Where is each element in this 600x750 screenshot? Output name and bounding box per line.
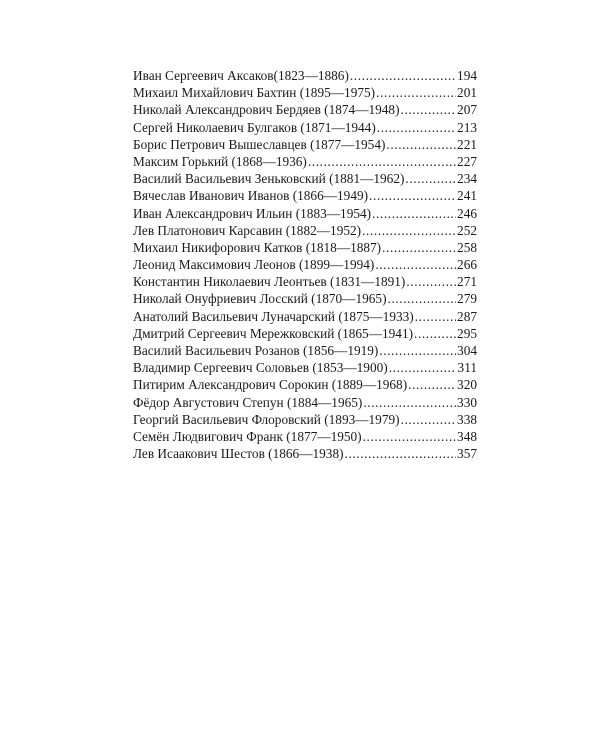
- dot-leader: [350, 67, 456, 84]
- toc-page-number: 258: [457, 239, 477, 255]
- toc-entry-title: Николай Онуфриевич Лосский (1870—1965): [133, 291, 387, 307]
- dot-leader: [376, 84, 456, 101]
- toc-entry-title: Василий Васильевич Зеньковский (1881—1962): [133, 171, 405, 187]
- toc-entry-title: Иван Александрович Ильин (1883—1954): [133, 205, 372, 221]
- dot-leader: [372, 205, 456, 222]
- toc-page-number: 234: [457, 171, 477, 187]
- toc-entry: [133, 308, 477, 325]
- toc-entry: [133, 359, 477, 376]
- toc-entry: [133, 222, 477, 239]
- toc-entry: [133, 342, 477, 359]
- toc-entry: [133, 394, 477, 411]
- toc-entry-title: Борис Петрович Вышеславцев (1877—1954): [133, 136, 386, 152]
- toc-entry-title: Семён Людвигович Франк (1877—1950): [133, 428, 362, 444]
- toc-page-number: 246: [457, 205, 477, 221]
- dot-leader: [401, 411, 456, 428]
- toc-entry-title: Сергей Николаевич Булгаков (1871—1944): [133, 119, 376, 135]
- toc-entry-title: Георгий Васильевич Флоровский (1893—1979): [133, 411, 400, 427]
- toc-page-number: 330: [457, 394, 477, 410]
- dot-leader: [382, 239, 456, 256]
- toc-entry: [133, 153, 477, 170]
- toc-entry-title: Василий Васильевич Розанов (1856—1919): [133, 343, 379, 358]
- toc-entry: [133, 256, 477, 273]
- toc-entry: [133, 325, 477, 342]
- toc-page-number: 279: [457, 291, 477, 307]
- toc-page-number: 213: [457, 119, 477, 135]
- toc-entry-title: Вячеслав Иванович Иванов (1866—1949): [133, 188, 369, 204]
- dot-leader: [415, 308, 456, 325]
- dot-leader: [308, 153, 456, 170]
- toc-page-number: 357: [457, 446, 477, 462]
- dot-leader: [386, 136, 456, 153]
- toc-entry-title: Анатолий Васильевич Луначарский (1875—1933): [133, 308, 414, 324]
- dot-leader: [406, 273, 456, 290]
- toc-entry-title: Фёдор Августович Степун (1884—1965): [133, 394, 363, 410]
- dot-leader: [375, 256, 456, 273]
- toc-entry-title: Николай Александрович Бердяев (1874—1948): [133, 102, 400, 118]
- toc-entry: [133, 273, 477, 290]
- toc-page-number: 207: [457, 102, 477, 118]
- dot-leader: [345, 445, 456, 462]
- toc-entry: [133, 187, 477, 204]
- toc-page-number: 304: [457, 343, 477, 358]
- toc-entry: [133, 136, 477, 153]
- toc-entry-title: Лев Платонович Карсавин (1882—1952): [133, 222, 362, 238]
- table-of-contents: [133, 67, 477, 462]
- dot-leader: [414, 325, 456, 342]
- toc-page-number: 266: [457, 257, 477, 273]
- toc-entry-title: Иван Сергеевич Аксаков(1823—1886): [133, 68, 349, 83]
- toc-page-number: 252: [457, 222, 477, 238]
- toc-entry-title: Лев Исаакович Шестов (1866—1938): [133, 446, 344, 462]
- toc-page-number: 320: [457, 377, 477, 393]
- toc-entry: [133, 67, 477, 84]
- toc-page-number: 348: [457, 428, 477, 444]
- toc-entry-title: Константин Николаевич Леонтьев (1831—1891): [133, 274, 406, 290]
- toc-entry: [133, 239, 477, 256]
- toc-entry-title: Михаил Никифорович Катков (1818—1887): [133, 239, 382, 255]
- toc-entry: [133, 445, 477, 462]
- toc-entry: [133, 411, 477, 428]
- toc-entry: [133, 428, 477, 445]
- toc-page-number: 311: [457, 360, 477, 376]
- toc-entry: [133, 376, 477, 393]
- dot-leader: [379, 342, 456, 359]
- dot-leader: [377, 119, 456, 136]
- toc-entry-title: Дмитрий Сергеевич Мережковский (1865—1941): [133, 325, 414, 341]
- toc-entry-title: Питирим Александрович Сорокин (1889—1968): [133, 377, 408, 393]
- dot-leader: [363, 428, 456, 445]
- toc-entry-title: Владимир Сергеевич Соловьев (1853—1900): [133, 360, 388, 376]
- dot-leader: [362, 222, 456, 239]
- toc-page-number: 271: [457, 274, 477, 290]
- dot-leader: [363, 394, 456, 411]
- toc-entry-title: Максим Горький (1868—1936): [133, 153, 307, 169]
- toc-page-number: 221: [457, 136, 477, 152]
- toc-entry: [133, 205, 477, 222]
- toc-entry-title: Михаил Михайлович Бахтин (1895—1975): [133, 85, 376, 101]
- dot-leader: [408, 376, 456, 393]
- toc-entry: [133, 290, 477, 307]
- toc-entry-title: Леонид Максимович Леонов (1899—1994): [133, 257, 375, 273]
- dot-leader: [401, 101, 456, 118]
- dot-leader: [388, 290, 456, 307]
- toc-page-number: 287: [457, 308, 477, 324]
- toc-page-number: 241: [457, 188, 477, 204]
- toc-entry: [133, 84, 477, 101]
- toc-page-number: 194: [457, 68, 477, 83]
- dot-leader: [369, 187, 456, 204]
- toc-entry: [133, 101, 477, 118]
- toc-page-number: 295: [457, 325, 477, 341]
- dot-leader: [405, 170, 456, 187]
- toc-page-number: 227: [457, 153, 477, 169]
- toc-page-number: 201: [457, 85, 477, 101]
- toc-entry: [133, 170, 477, 187]
- dot-leader: [389, 359, 456, 376]
- toc-entry: [133, 119, 477, 136]
- toc-page-number: 338: [457, 411, 477, 427]
